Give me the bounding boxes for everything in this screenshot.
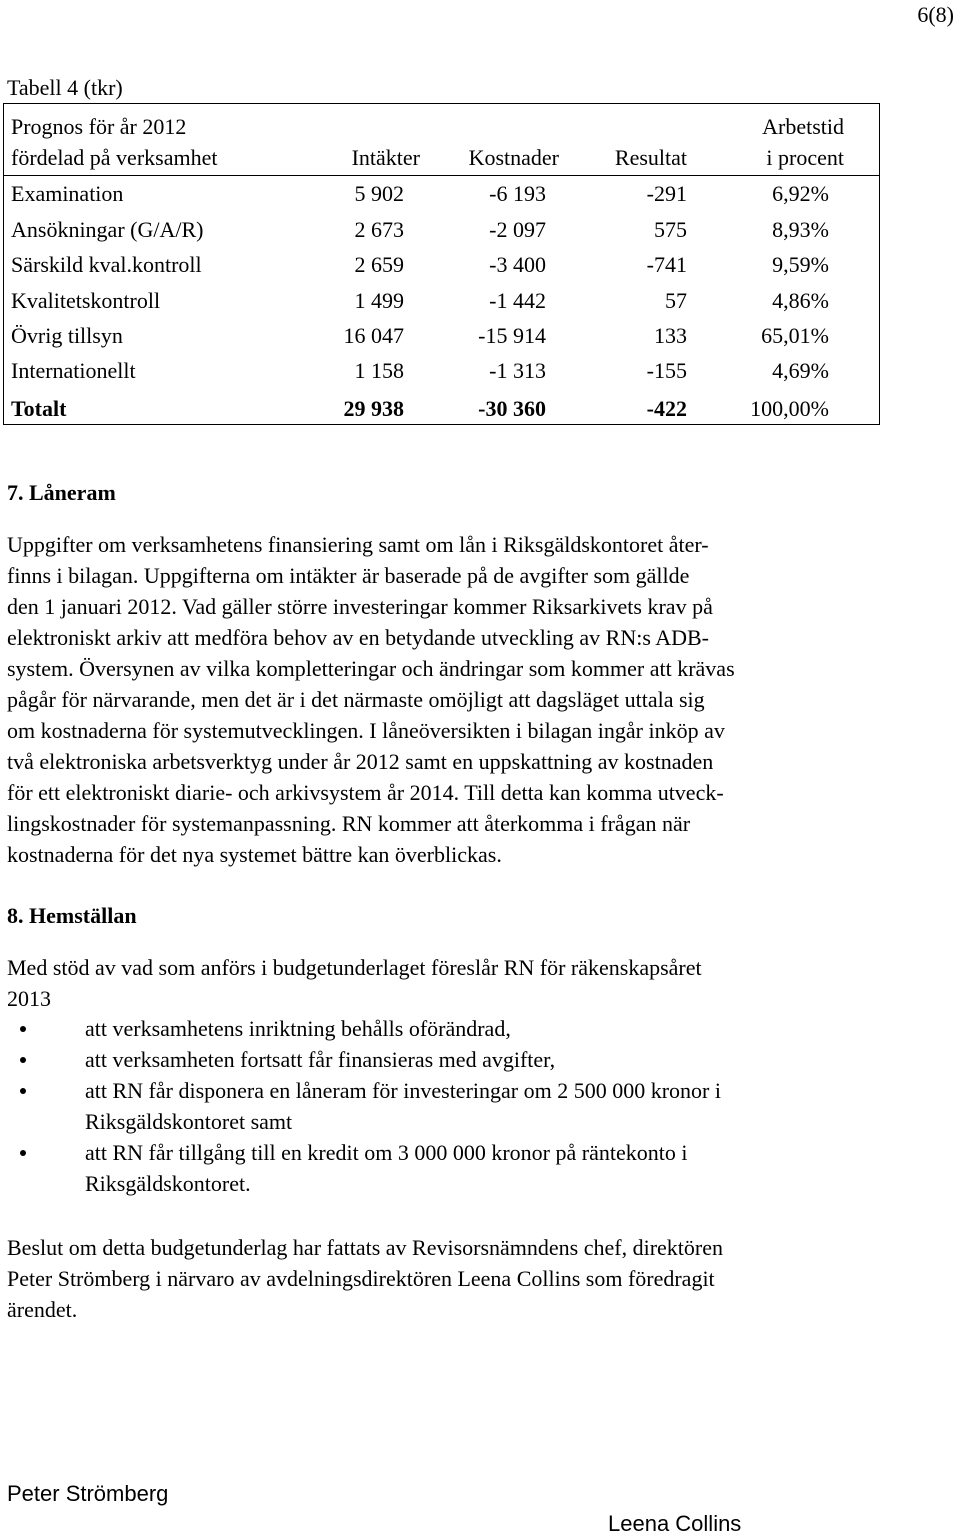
signature-right: Leena Collins — [608, 1511, 742, 1536]
row-label: Ansökningar (G/A/R) — [11, 217, 204, 242]
paragraph-line: för ett elektroniskt diarie- och arkivsystem år 2014. Till detta kan komma utveck- — [7, 780, 724, 805]
list-item-text: Riksgäldskontoret samt — [85, 1109, 293, 1134]
list-item — [0, 1013, 900, 1044]
paragraph-line: ärendet. — [7, 1297, 78, 1322]
list-item — [0, 1044, 900, 1075]
section-8-heading: 8. Hemställan — [7, 903, 137, 928]
row-label: Examination — [11, 181, 124, 206]
signature-left: Peter Strömberg — [7, 1481, 169, 1506]
bullet-icon — [20, 1057, 26, 1063]
row-arbetstid: 8,93% — [772, 217, 829, 242]
row-intakter: 16 047 — [343, 323, 404, 348]
paragraph-line: om kostnaderna för systemutvecklingen. I låneöversikten i bilagan ingår inköp av — [7, 718, 725, 743]
total-arbetstid: 100,00% — [750, 396, 829, 421]
row-intakter: 2 659 — [354, 252, 404, 277]
row-label: Kvalitetskontroll — [11, 288, 161, 313]
row-kostnader: -2 097 — [489, 217, 546, 242]
paragraph-line: 2013 — [7, 986, 51, 1011]
header-arbetstid-line2: i procent — [766, 145, 844, 170]
total-resultat: -422 — [646, 396, 687, 421]
bullet-icon — [20, 1026, 26, 1032]
list-item — [0, 1137, 900, 1199]
section-8-intro — [7, 952, 897, 1014]
row-intakter: 5 902 — [354, 181, 404, 206]
paragraph-line: Peter Strömberg i närvaro av avdelningsdirektören Leena Collins som föredragit — [7, 1266, 715, 1291]
row-intakter: 2 673 — [354, 217, 404, 242]
paragraph-line: Med stöd av vad som anförs i budgetunderlaget föreslår RN för räkenskapsåret — [7, 955, 702, 980]
paragraph-line: system. Översynen av vilka kompletteringar och ändringar som kommer att krävas — [7, 656, 735, 681]
row-resultat: 575 — [654, 217, 687, 242]
paragraph-line: kostnaderna för det nya systemet bättre kan överblickas. — [7, 842, 502, 867]
header-label-line1: Prognos för år 2012 — [11, 114, 187, 139]
row-arbetstid: 9,59% — [772, 252, 829, 277]
list-item — [0, 1075, 900, 1137]
proposal-bullet-list — [0, 1013, 900, 1199]
row-arbetstid: 4,69% — [772, 358, 829, 383]
row-resultat: -741 — [646, 252, 687, 277]
row-arbetstid: 65,01% — [761, 323, 829, 348]
header-resultat: Resultat — [614, 145, 687, 170]
row-label: Övrig tillsyn — [11, 323, 123, 348]
row-resultat: 133 — [654, 323, 687, 348]
list-item-text: att verksamheten fortsatt får finansieras med avgifter, — [85, 1047, 556, 1072]
bullet-icon — [20, 1088, 26, 1094]
row-kostnader: -3 400 — [489, 252, 546, 277]
header-arbetstid-line1: Arbetstid — [762, 114, 844, 139]
row-kostnader: -1 442 — [489, 288, 546, 313]
paragraph-line: elektroniskt arkiv att medföra behov av en betydande utveckling av RN:s ADB- — [7, 625, 709, 650]
list-item-text: att RN får disponera en låneram för investeringar om 2 500 000 kronor i — [85, 1078, 721, 1103]
section-7-paragraph — [7, 529, 897, 870]
bullet-icon — [20, 1150, 26, 1156]
row-resultat: -291 — [646, 181, 687, 206]
paragraph-line: pågår för närvarande, men det är i det närmaste omöjligt att dagsläget uttala sig — [7, 687, 705, 712]
paragraph-line: finns i bilagan. Uppgifterna om intäkter är baserade på de avgifter som gällde — [7, 563, 690, 588]
row-kostnader: -15 914 — [478, 323, 546, 348]
row-kostnader: -1 313 — [489, 358, 546, 383]
row-label: Särskild kval.kontroll — [11, 252, 202, 277]
header-separator — [4, 175, 879, 176]
row-intakter: 1 158 — [354, 358, 404, 383]
list-item-text: Riksgäldskontoret. — [85, 1171, 251, 1196]
header-intakter: Intäkter — [351, 145, 420, 170]
row-resultat: 57 — [665, 288, 687, 313]
section-7-heading: 7. Låneram — [7, 480, 116, 505]
header-kostnader: Kostnader — [468, 145, 559, 170]
list-item-text: att verksamhetens inriktning behålls oförändrad, — [85, 1016, 511, 1041]
total-kostnader: -30 360 — [478, 396, 546, 421]
paragraph-line: två elektroniska arbetsverktyg under år 2012 samt en uppskattning av kostnaden — [7, 749, 714, 774]
page-number: 6(8) — [917, 2, 954, 27]
total-label: Totalt — [11, 396, 67, 421]
row-label: Internationellt — [11, 358, 136, 383]
row-kostnader: -6 193 — [489, 181, 546, 206]
total-intakter: 29 938 — [343, 396, 404, 421]
paragraph-line: Beslut om detta budgetunderlag har fattats av Revisorsnämndens chef, direktören — [7, 1235, 724, 1260]
header-label-line2: fördelad på verksamhet — [11, 145, 218, 170]
row-arbetstid: 4,86% — [772, 288, 829, 313]
paragraph-line: den 1 januari 2012. Vad gäller större investeringar kommer Riksarkivets krav på — [7, 594, 713, 619]
row-intakter: 1 499 — [354, 288, 404, 313]
row-resultat: -155 — [646, 358, 687, 383]
table-caption: Tabell 4 (tkr) — [7, 75, 123, 100]
decision-paragraph — [7, 1232, 897, 1325]
paragraph-line: Uppgifter om verksamhetens finansiering samt om lån i Riksgäldskontoret åter- — [7, 532, 709, 557]
list-item-text: att RN får tillgång till en kredit om 3 000 000 kronor på räntekonto i — [85, 1140, 688, 1165]
row-arbetstid: 6,92% — [772, 181, 829, 206]
paragraph-line: lingskostnader för systemanpassning. RN kommer att återkomma i frågan när — [7, 811, 691, 836]
forecast-table — [3, 103, 880, 425]
